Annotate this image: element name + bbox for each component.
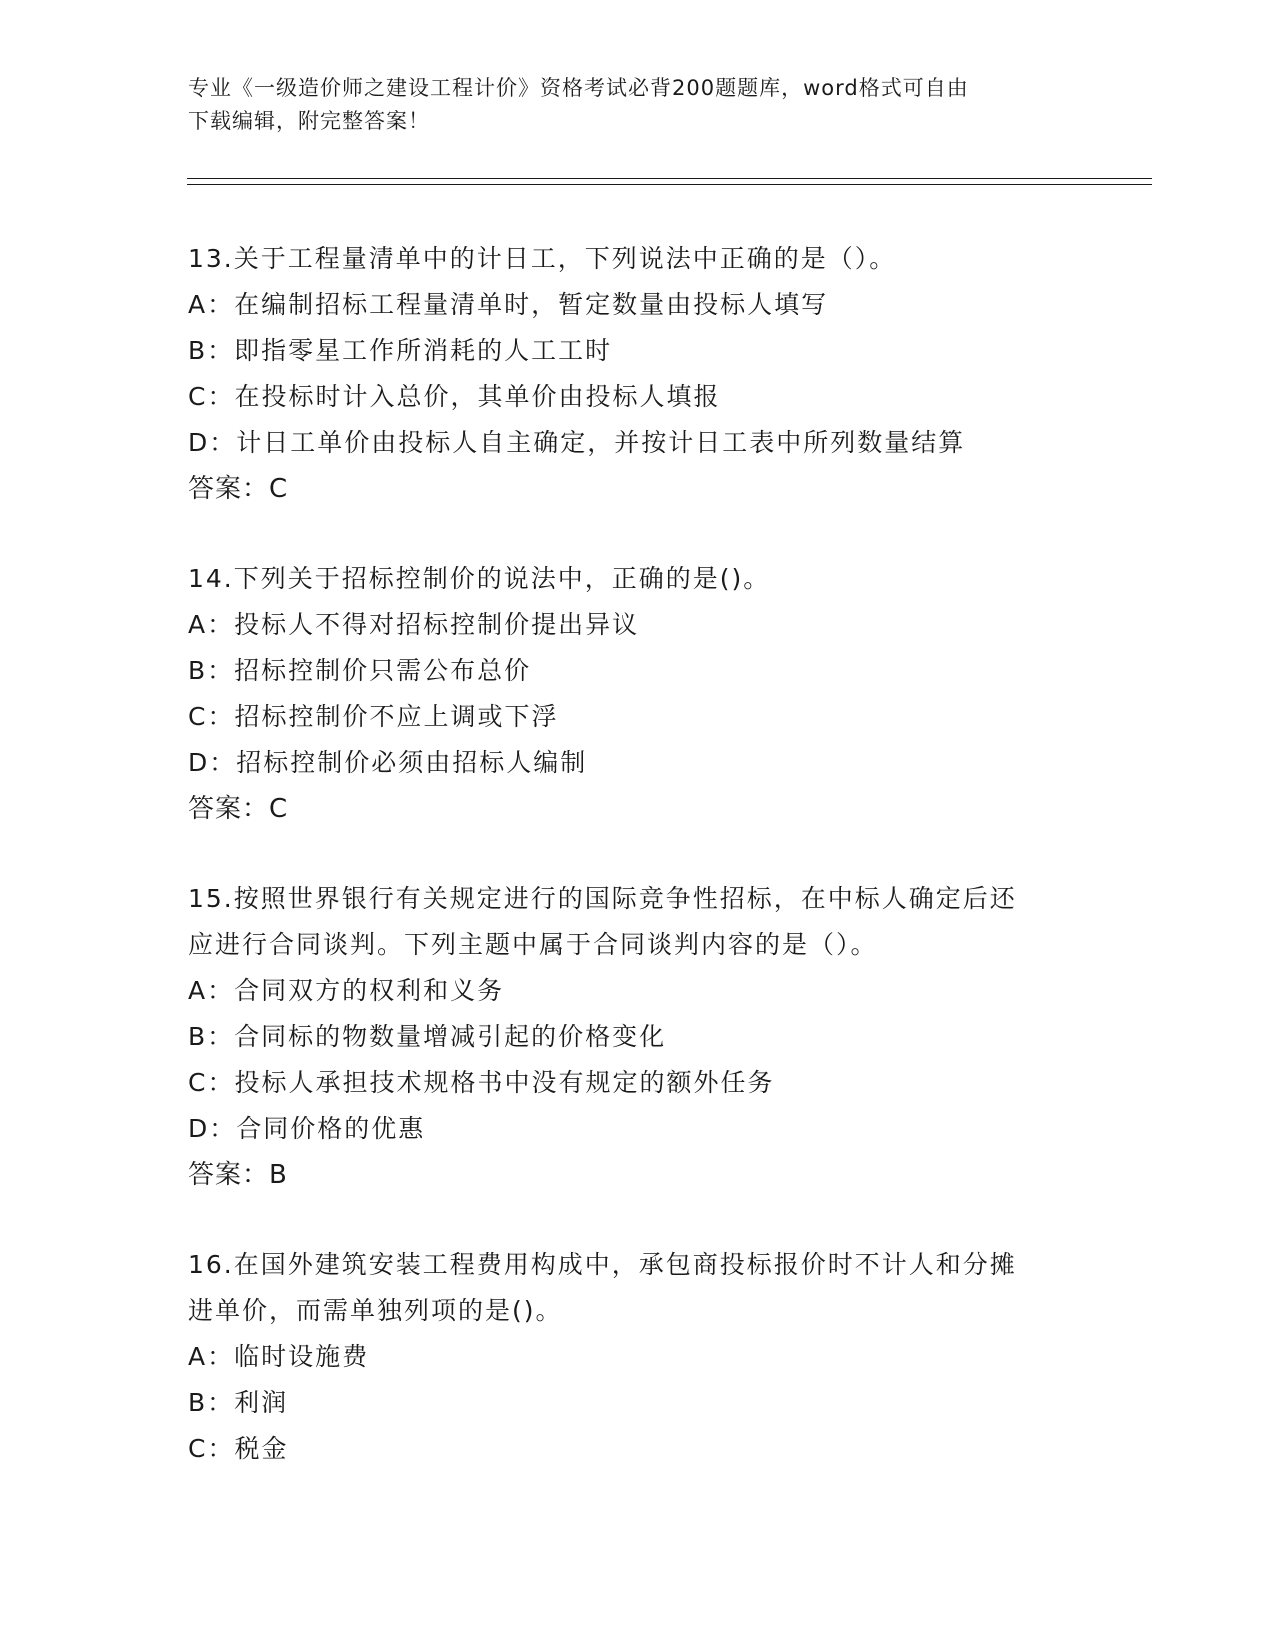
question-15 [188,876,1088,1198]
option-c: C：投标人承担技术规格书中没有规定的额外任务 [188,1068,775,1097]
header-line-2: 下载编辑，附完整答案！ [188,109,430,133]
question-stem-line-1: 16.在国外建筑安装工程费用构成中，承包商投标报价时不计人和分摊 [188,1250,1017,1279]
answer: 答案：B [188,1160,288,1190]
question-stem: 14.下列关于招标控制价的说法中，正确的是()。 [188,564,771,593]
header-divider-top [187,178,1152,179]
question-stem-line-2: 进单价，而需单独列项的是()。 [188,1296,563,1325]
option-a: A：投标人不得对招标控制价提出异议 [188,610,640,639]
option-b: B：合同标的物数量增减引起的价格变化 [188,1022,667,1051]
question-stem-line-1: 15.按照世界银行有关规定进行的国际竞争性招标，在中标人确定后还 [188,884,1017,913]
option-d: D：计日工单价由投标人自主确定，并按计日工表中所列数量结算 [188,428,966,457]
option-c: C：招标控制价不应上调或下浮 [188,702,559,731]
option-c: C：在投标时计入总价，其单价由投标人填报 [188,382,721,411]
option-b: B：即指零星工作所消耗的人工工时 [188,336,613,365]
answer: 答案：C [188,474,289,504]
header-line-1: 专业《一级造价师之建设工程计价》资格考试必背200题题库，word格式可自由 [188,76,969,100]
header-divider-bottom [187,184,1152,185]
option-c: C：税金 [188,1434,289,1463]
document-header [188,72,1068,138]
option-a: A：临时设施费 [188,1342,370,1371]
option-d: D：合同价格的优惠 [188,1114,426,1143]
question-16 [188,1242,1088,1472]
option-b: B：招标控制价只需公布总价 [188,656,532,685]
option-a: A：合同双方的权利和义务 [188,976,505,1005]
question-stem-line-2: 应进行合同谈判。下列主题中属于合同谈判内容的是（）。 [188,930,878,959]
question-13 [188,236,1088,512]
question-14 [188,556,1088,832]
option-a: A：在编制招标工程量清单时，暂定数量由投标人填写 [188,290,829,319]
answer: 答案：C [188,794,289,824]
question-stem: 13.关于工程量清单中的计日工，下列说法中正确的是（）。 [188,244,897,273]
option-b: B：利润 [188,1388,289,1417]
option-d: D：招标控制价必须由招标人编制 [188,748,588,777]
